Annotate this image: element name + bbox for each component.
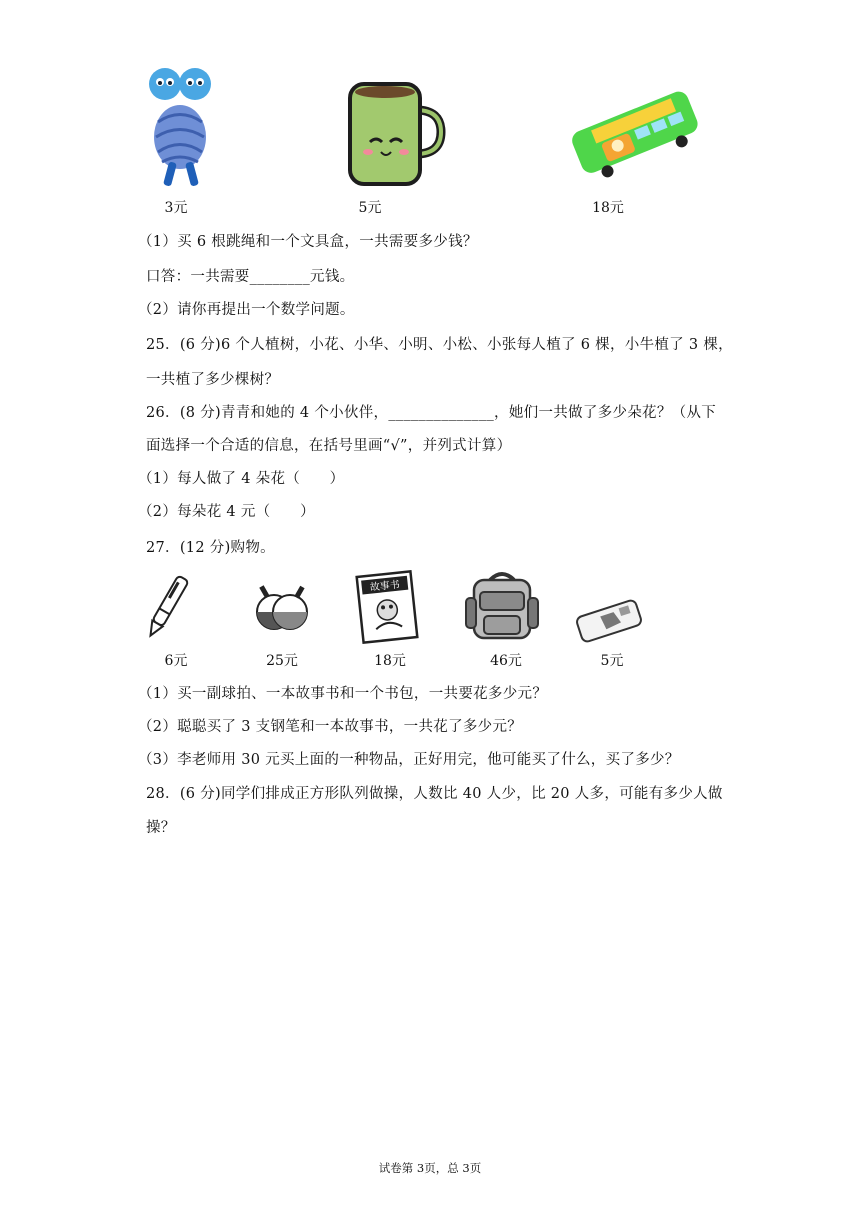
question-28-line2: 操？ [146, 820, 176, 836]
option-2[interactable]: （2）每朵花 4 元（ ） [138, 504, 315, 520]
question-27-title: 27．(12 分)购物。 [146, 540, 275, 556]
page-footer: 试卷第 3页，总 3页 [378, 1161, 482, 1175]
answer-blank[interactable]: ______________ [388, 405, 495, 421]
price-label: 3元 [164, 200, 188, 216]
ping-pong-paddles-icon [252, 584, 312, 634]
story-book-icon [352, 570, 422, 645]
question-26-prefix: 26．(8 分)青青和她的 4 个小伙伴， [146, 405, 389, 421]
question-26-line2: 面选择一个合适的信息，在括号里画“√”，并列式计算） [146, 438, 512, 454]
question-27-sub2: （2）聪聪买了 3 支钢笔和一本故事书，一共花了多少元？ [138, 719, 523, 735]
pencil-case-bus-icon [566, 80, 706, 190]
question-27-sub3: （3）李老师用 30 元买上面的一种物品，正好用完，他可能买了什么，买了多少？ [138, 752, 680, 768]
question-25-line1: 25．(6 分)6 个人植树，小花、小华、小明、小松、小张每人植了 6 棵，小牛植了 3 棵， [146, 337, 733, 353]
pencil-case-image [566, 80, 706, 190]
answer-suffix: 元钱。 [310, 269, 355, 285]
backpack-icon [462, 568, 542, 643]
question-26-suffix: ，她们一共做了多少朵花？（从下 [494, 405, 717, 421]
price-label: 5元 [358, 200, 382, 216]
paddles-image [252, 584, 312, 634]
jump-rope-icon [140, 62, 220, 192]
book-title: 故事书 [369, 579, 401, 594]
question-25-line2: 一共植了多少棵树？ [146, 372, 280, 388]
question-28-line1: 28．(6 分)同学们排成正方形队列做操，人数比 40 人少，比 20 人多，可能有多少人做 [146, 786, 723, 802]
price-label: 6元 [164, 653, 188, 669]
eraser-image [574, 596, 644, 646]
price-label: 25元 [266, 653, 298, 669]
mug-icon [346, 80, 446, 190]
price-label: 5元 [600, 653, 624, 669]
pen-image [142, 572, 192, 642]
price-label: 18元 [374, 653, 406, 669]
option-1[interactable]: （1）每人做了 4 朵花（ ） [138, 471, 345, 487]
answer-blank[interactable]: ________ [249, 269, 311, 285]
price-label: 46元 [490, 653, 522, 669]
jump-rope-image [140, 62, 220, 192]
price-label: 18元 [592, 200, 624, 216]
eraser-icon [574, 596, 644, 646]
mug-image [346, 80, 446, 190]
question-27-sub1: （1）买一副球拍、一本故事书和一个书包，一共要花多少元？ [138, 686, 548, 702]
backpack-image [462, 568, 542, 643]
question-text: （1）买 6 根跳绳和一个文具盒，一共需要多少钱？ [138, 234, 478, 250]
question-text: （2）请你再提出一个数学问题。 [138, 302, 355, 318]
pen-icon [142, 572, 192, 642]
book-image [352, 570, 422, 645]
question-26-line1 [146, 401, 716, 422]
answer-line [146, 265, 354, 286]
answer-prefix: 口答：一共需要 [146, 269, 250, 285]
